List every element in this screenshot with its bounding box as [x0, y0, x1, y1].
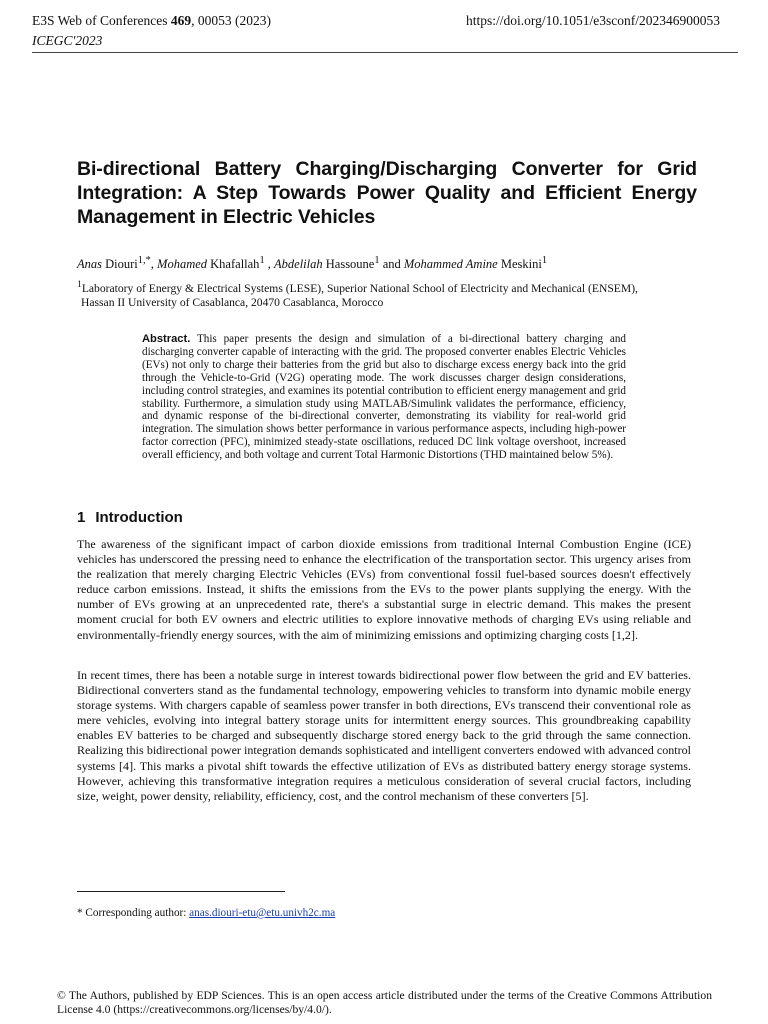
license-notice: © The Authors, published by EDP Sciences. This is an open access article distributed under the terms of the Creative Commons Attribution License 4.0 (https://creativecommons.org/licenses/by/4.0/).	[57, 989, 712, 1016]
intro-paragraph-2: In recent times, there has been a notable surge in interest towards bidirectional power flow between the grid and EV batteries. Bidirectional converters stand as the fundamental technology, empowering vehicles to transform into dynamic mobile energy storage systems. With chargers capable of seamless power transfer in both directions, EVs transcend their conventional role as mere vehicles, evolving into integral battery storage units for intermittent energy sources. This groundbreaking capability enables EV batteries to be charged and subsequently discharge stored energy back to the grid through the same connection. Realizing this bidirectional power integration demands sophisticated and intelligent converters endowed with advanced control systems [4]. This marks a pivotal shift towards the effective utilization of EVs as distributed battery energy storage systems. However, achieving this transformative integration requires a meticulous consideration of several crucial factors, including size, weight, power density, reliability, efficiency, cost, and the control mechanism of these converters [5].	[77, 668, 691, 803]
author-family-name: Diouri	[105, 257, 138, 272]
author-given-name: Mohammed Amine	[403, 257, 498, 272]
author-separator: and	[379, 257, 404, 272]
paper-title: Bi-directional Battery Charging/Discharging Converter for Grid Integration: A Step Towards Power Quality and Efficient Energy Management in Electric Vehicles	[77, 158, 697, 228]
doi-link[interactable]: https://doi.org/10.1051/e3sconf/202346900053	[466, 13, 720, 28]
footnote	[77, 906, 335, 920]
intro-paragraph-1: The awareness of the significant impact of carbon dioxide emissions from traditional Internal Combustion Engine (ICE) vehicles has underscored the pressing need to enhance the electrification of the transportation sector. This urgency arises from the realization that merely charging Electric Vehicles (EVs) from conventional fossil fuel-based sources doesn't effectively reduce carbon emissions. Instead, it shifts the emissions from the EVs to the power plants supplying the energy. With the number of EVs growing at an unprecedented rate, there's a substantial surge in electric demand. This makes the present moment crucial for both EV owners and electric utilities to explore innovative methods of charging EVs using reliable and environmentally-friendly energy sources, with the aim of minimizing emissions and optimizing charging costs [1,2].	[77, 537, 691, 642]
author-separator: ,	[264, 257, 275, 272]
section-title: Introduction	[95, 509, 183, 526]
affiliation	[77, 278, 717, 310]
abstract-text: This paper presents the design and simulation of a bi-directional battery charging and discharging converter capable of interacting with the grid. The proposed converter enables Electric Vehicles (EVs) not only to charge their batteries from the grid but also to discharge excess energy back into the grid through the Vehicle-to-Grid (V2G) operating mode. The work discusses charger design considerations, including control strategies, and examines its potential contribution to efficient energy management and grid stability. Furthermore, a simulation study using MATLAB/Simulink validates the performance, efficiency, and dynamic response of the bi-directional converter, demonstrating its viability for real-world grid integration. The simulation shows better performance in various performance aspects, including high-power factor correction (PFC), minimized steady-state oscillations, reduced DC link voltage overshoot, increased overall efficiency, and both voltage and current Total Harmonic Distortions (THD maintained below 5%).	[142, 333, 626, 462]
author-family-name: Hassoune	[325, 257, 375, 272]
footnote-marker: *	[77, 907, 83, 919]
abstract-label: Abstract.	[142, 333, 191, 345]
section-number: 1	[77, 509, 86, 526]
footnote-label: Corresponding author:	[85, 907, 187, 919]
author-separator: ,	[150, 257, 158, 272]
author-given-name: Abdelilah	[274, 257, 323, 272]
affiliation-sup: 1	[77, 279, 82, 290]
author-list	[77, 253, 547, 272]
author-given-name: Mohamed	[157, 257, 208, 272]
journal-citation	[32, 12, 271, 29]
author-given-name: Anas	[77, 257, 102, 272]
journal-pages-year: , 00053 (2023)	[191, 13, 272, 28]
affiliation-line-1: Laboratory of Energy & Electrical Systems (LESE), Superior National School of Electricity and Mechanical (ENSEM),	[81, 281, 638, 295]
header-divider	[32, 52, 738, 53]
journal-name: E3S Web of Conferences	[32, 13, 168, 28]
author-affiliation-sup: 1,*	[137, 255, 151, 266]
corresponding-email-link[interactable]: anas.diouri-etu@etu.univh2c.ma	[189, 907, 336, 919]
author-family-name: Meskini	[500, 257, 542, 272]
author-affiliation-sup: 1	[374, 255, 380, 266]
conference-name: ICEGC'2023	[32, 33, 103, 48]
author-affiliation-sup: 1	[259, 255, 265, 266]
abstract	[142, 333, 626, 462]
author-affiliation-sup: 1	[541, 255, 548, 266]
section-heading	[77, 509, 183, 527]
author-family-name: Khafallah	[210, 257, 260, 272]
footnote-divider	[77, 891, 285, 892]
affiliation-line-2: Hassan II University of Casablanca, 20470 Casablanca, Morocco	[81, 295, 384, 309]
journal-volume: 469	[170, 13, 192, 28]
